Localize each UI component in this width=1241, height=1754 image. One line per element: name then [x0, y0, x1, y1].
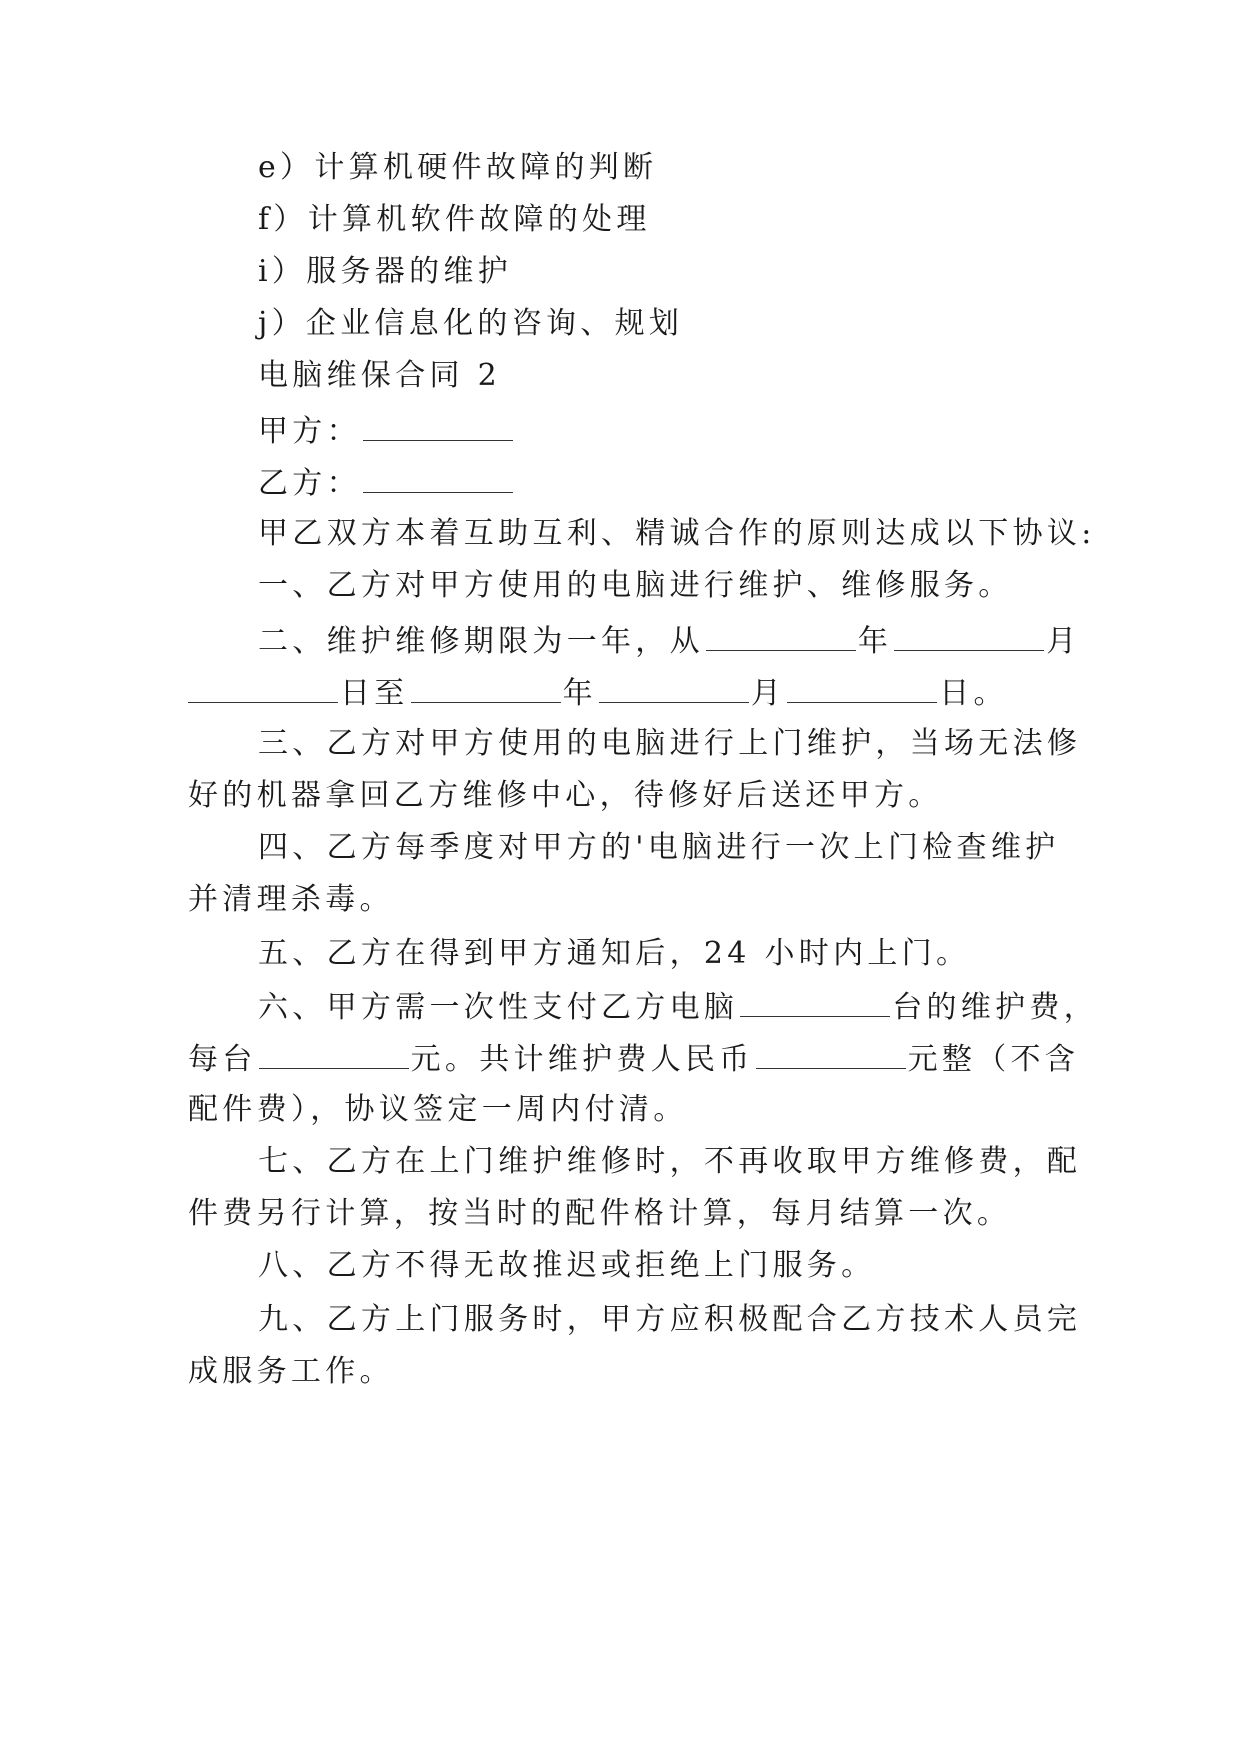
end-month-blank — [599, 672, 749, 703]
clause-6 — [258, 986, 1098, 1026]
line-text: e）计算机硬件故障的判断 — [258, 150, 658, 185]
end-day-blank — [787, 672, 937, 703]
party-a-line — [258, 410, 515, 450]
clause-4 — [258, 828, 1059, 868]
party-a-blank — [363, 410, 513, 441]
party-b-blank — [363, 462, 513, 493]
start-day-blank — [188, 672, 338, 703]
section-title — [258, 356, 501, 396]
clause-2-cont — [188, 672, 1008, 712]
clause-9 — [258, 1300, 1081, 1340]
clause-8 — [258, 1246, 875, 1286]
unit-price-blank — [259, 1038, 409, 1069]
clause-6-cont — [188, 1038, 1079, 1078]
line-text: 月 — [750, 676, 786, 711]
line-text: 七、乙方在上门维护维修时，不再收取甲方维修费，配 — [258, 1144, 1082, 1179]
line-text: 五、乙方在得到甲方通知后，24 小时内上门。 — [258, 936, 971, 971]
clause-6-cont-2 — [188, 1090, 688, 1130]
clause-4-cont — [188, 880, 394, 920]
line-text: 并清理杀毒。 — [188, 882, 394, 917]
line-text: 甲乙双方本着互助互利、精诚合作的原则达成以下协议: — [258, 516, 1096, 551]
line-text: 件费另行计算，按当时的配件格计算，每月结算一次。 — [188, 1196, 1012, 1231]
clause-5 — [258, 934, 970, 974]
line-text: 日至 — [340, 676, 409, 711]
list-item-j — [258, 304, 683, 344]
line-text: 配件费），协议签定一周内付清。 — [188, 1092, 688, 1127]
start-year-blank — [706, 620, 856, 651]
end-year-blank — [411, 672, 561, 703]
line-text: 年 — [562, 676, 597, 711]
line-text: 九、乙方上门服务时，甲方应积极配合乙方技术人员完 — [258, 1302, 1082, 1337]
line-text: 日。 — [939, 676, 1008, 711]
clause-7-cont — [188, 1194, 1011, 1234]
party-a-label: 甲方： — [258, 414, 361, 449]
list-item-f — [258, 200, 651, 240]
total-fee-blank — [756, 1038, 906, 1069]
line-text: 六、甲方需一次性支付乙方电脑 — [258, 990, 739, 1025]
line-text: 一、乙方对甲方使用的电脑进行维护、维修服务。 — [258, 568, 1013, 603]
line-text: f）计算机软件故障的处理 — [258, 202, 651, 237]
list-item-i — [258, 252, 512, 292]
line-text: 元整（不含 — [907, 1042, 1080, 1077]
clause-2 — [258, 620, 1081, 660]
line-text: j）企业信息化的咨询、规划 — [258, 306, 684, 341]
line-text: 台的维护费， — [892, 990, 1099, 1025]
line-text: 八、乙方不得无故推迟或拒绝上门服务。 — [258, 1248, 876, 1283]
title-text: 电脑维保合同 2 — [258, 358, 502, 393]
line-text: i）服务器的维护 — [258, 254, 512, 289]
line-text: 每台 — [188, 1042, 257, 1077]
line-text: 四、乙方每季度对甲方的'电脑进行一次上门检查维护 — [258, 830, 1060, 865]
party-b-line — [258, 462, 515, 502]
line-text: 月 — [1046, 624, 1081, 659]
line-text: 好的机器拿回乙方维修中心，待修好后送还甲方。 — [188, 778, 943, 813]
list-item-e — [258, 148, 657, 188]
computer-count-blank — [740, 986, 890, 1017]
clause-9-cont — [188, 1352, 394, 1392]
line-text: 二、维护维修期限为一年，从 — [258, 624, 704, 659]
start-month-blank — [894, 620, 1044, 651]
line-text: 成服务工作。 — [188, 1354, 394, 1389]
clause-3 — [258, 724, 1081, 764]
line-text: 年 — [857, 624, 893, 659]
line-text: 元。共计维护费人民币 — [410, 1042, 754, 1077]
clause-1 — [258, 566, 1013, 606]
agreement-intro — [258, 514, 1096, 554]
clause-3-cont — [188, 776, 943, 816]
party-b-label: 乙方： — [258, 466, 361, 501]
clause-7 — [258, 1142, 1081, 1182]
line-text: 三、乙方对甲方使用的电脑进行上门维护，当场无法修 — [258, 726, 1082, 761]
